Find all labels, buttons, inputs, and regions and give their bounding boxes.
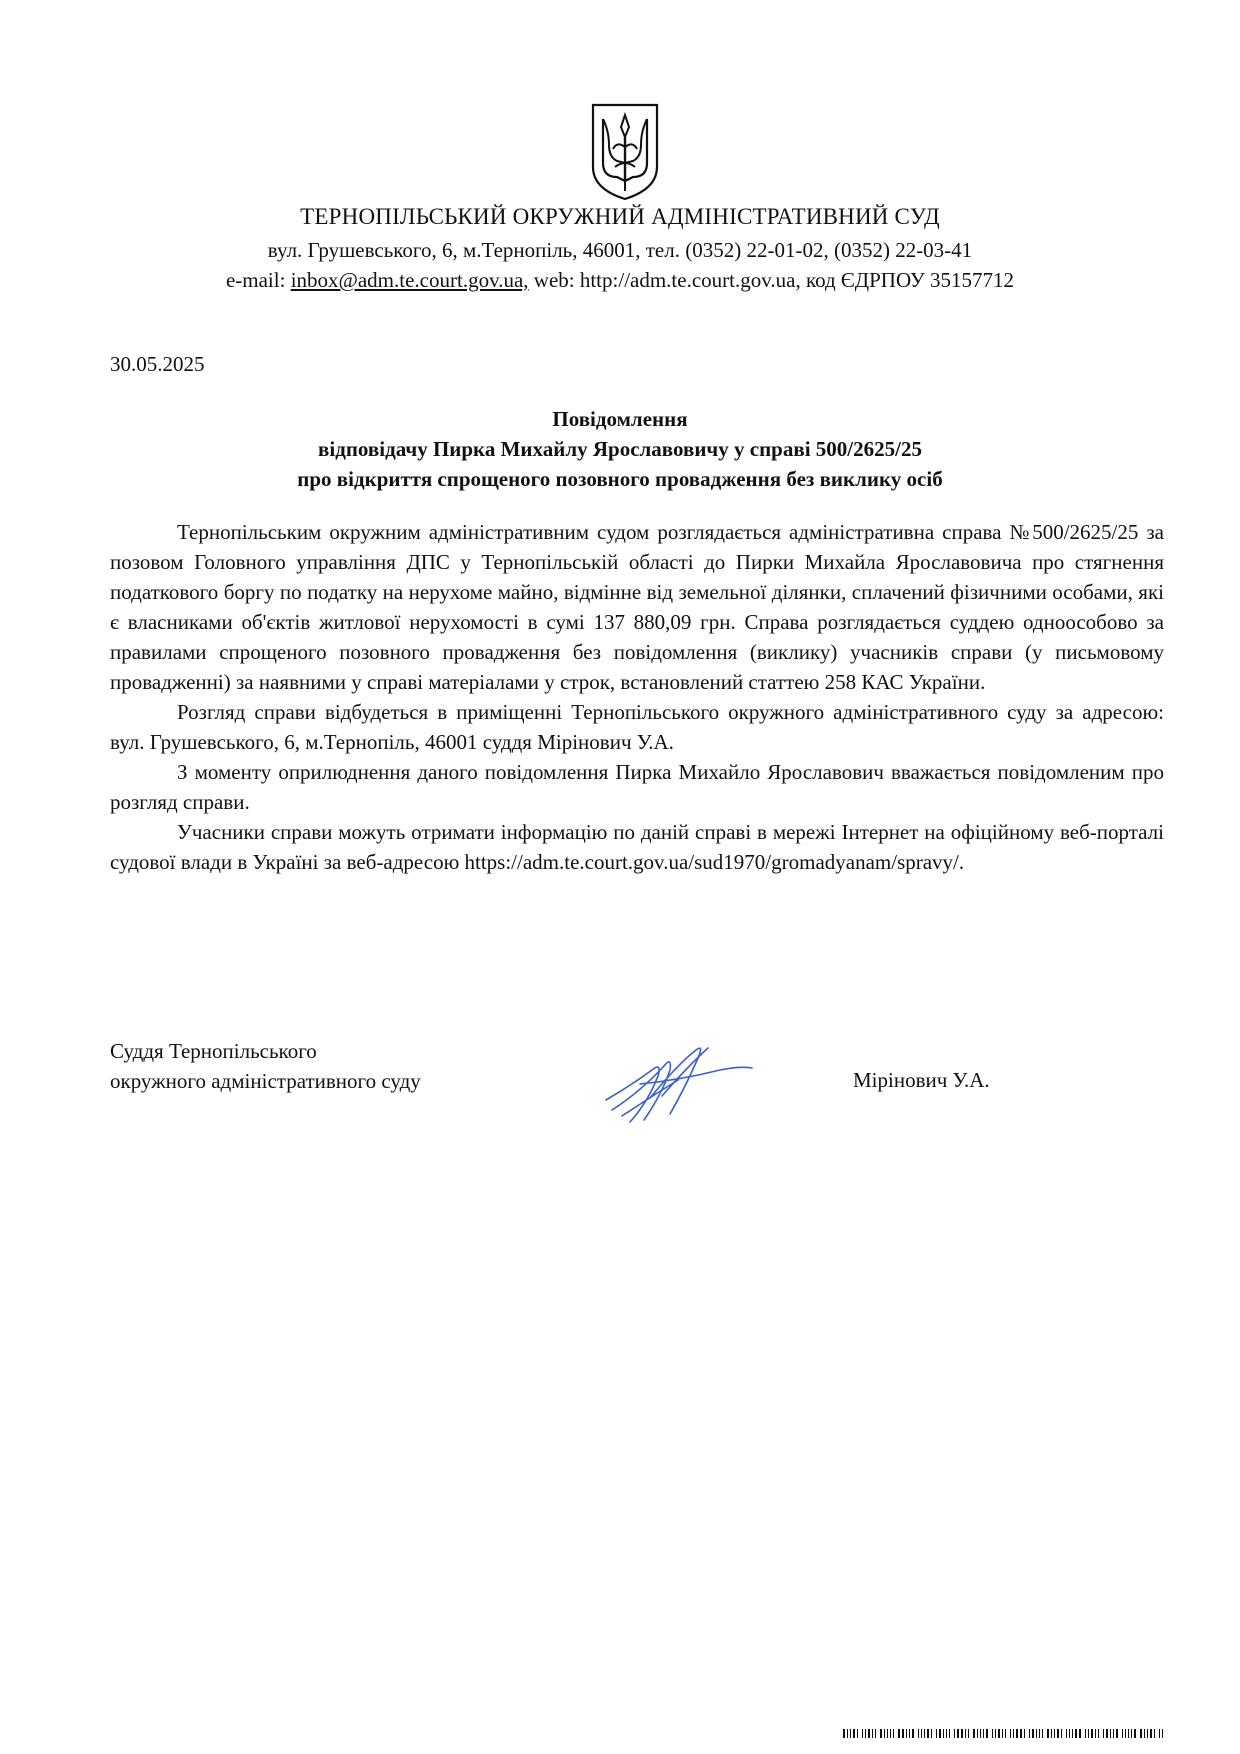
notice-subject: про відкриття спрощеного позовного провадження без виклику осіб [297, 467, 943, 491]
handwritten-signature-icon [600, 1040, 760, 1126]
notice-recipient: відповідачу Пирка Михайлу Ярославовичу у справі 500/2625/25 [318, 437, 922, 461]
judge-name: Мірінович У.А. [853, 1068, 990, 1092]
judge-position-line: окружного адміністративного суду [110, 1069, 421, 1093]
trident-emblem-icon [587, 101, 663, 201]
body-paragraph: Учасники справи можуть отримати інформацію по даній справі в мережі Інтернет на офіційному веб-порталі судової влади в Україні за веб-адресою https://adm.te.court.gov.ua/sud1970/gromadyanam/spravy/. [110, 820, 1164, 874]
notice-body [110, 517, 1164, 877]
body-paragraph: Тернопільським окружним адміністративним судом розглядається адміністративна справа №500/2625/25 за позовом Головного управління ДПС у Тернопільській області до Пирки Михайла Ярославовича про стягнення податкового боргу по податку на нерухоме майно, відмінне від земельної ділянки, сплачений фізичними особами, які є власниками об'єктів житлової нерухомості в сумі 137 880,09 грн. Справа розглядається суддею одноособово за правилами спрощеного позовного провадження без повідомлення (виклику) учасників справи (у письмовому провадженні) за наявними у справі матеріалами у строк, встановлений статтею 258 КАС України. [110, 520, 1164, 694]
web-and-code: web: http://adm.te.court.gov.ua, код ЄДРПОУ 35157712 [528, 268, 1015, 292]
judge-position-line: Суддя Тернопільського [110, 1039, 317, 1063]
notice-title: Повідомлення [552, 407, 688, 431]
judge-position [110, 1036, 421, 1096]
body-paragraph: З моменту оприлюднення даного повідомлення Пирка Михайло Ярославович вважається повідомленим про розгляд справи. [110, 760, 1164, 814]
email-link[interactable]: inbox@adm.te.court.gov.ua, [290, 268, 529, 292]
court-address: вул. Грушевського, 6, м.Тернопіль, 46001, тел. (0352) 22-01-02, (0352) 22-03-41 [267, 238, 973, 262]
court-contacts [0, 268, 1240, 293]
document-date: 30.05.2025 [110, 352, 205, 376]
barcode-icon [843, 1729, 1168, 1738]
notice-heading [0, 404, 1240, 494]
body-paragraph: Розгляд справи відбудеться в приміщенні Тернопільського окружного адміністративного суду за адресою: вул. Грушевського, 6, м.Тернопіль, 46001 суддя Мірінович У.А. [110, 700, 1164, 754]
court-name: ТЕРНОПІЛЬСЬКИЙ ОКРУЖНИЙ АДМІНІСТРАТИВНИЙ СУД [300, 204, 940, 229]
email-label: e-mail: [225, 268, 291, 292]
